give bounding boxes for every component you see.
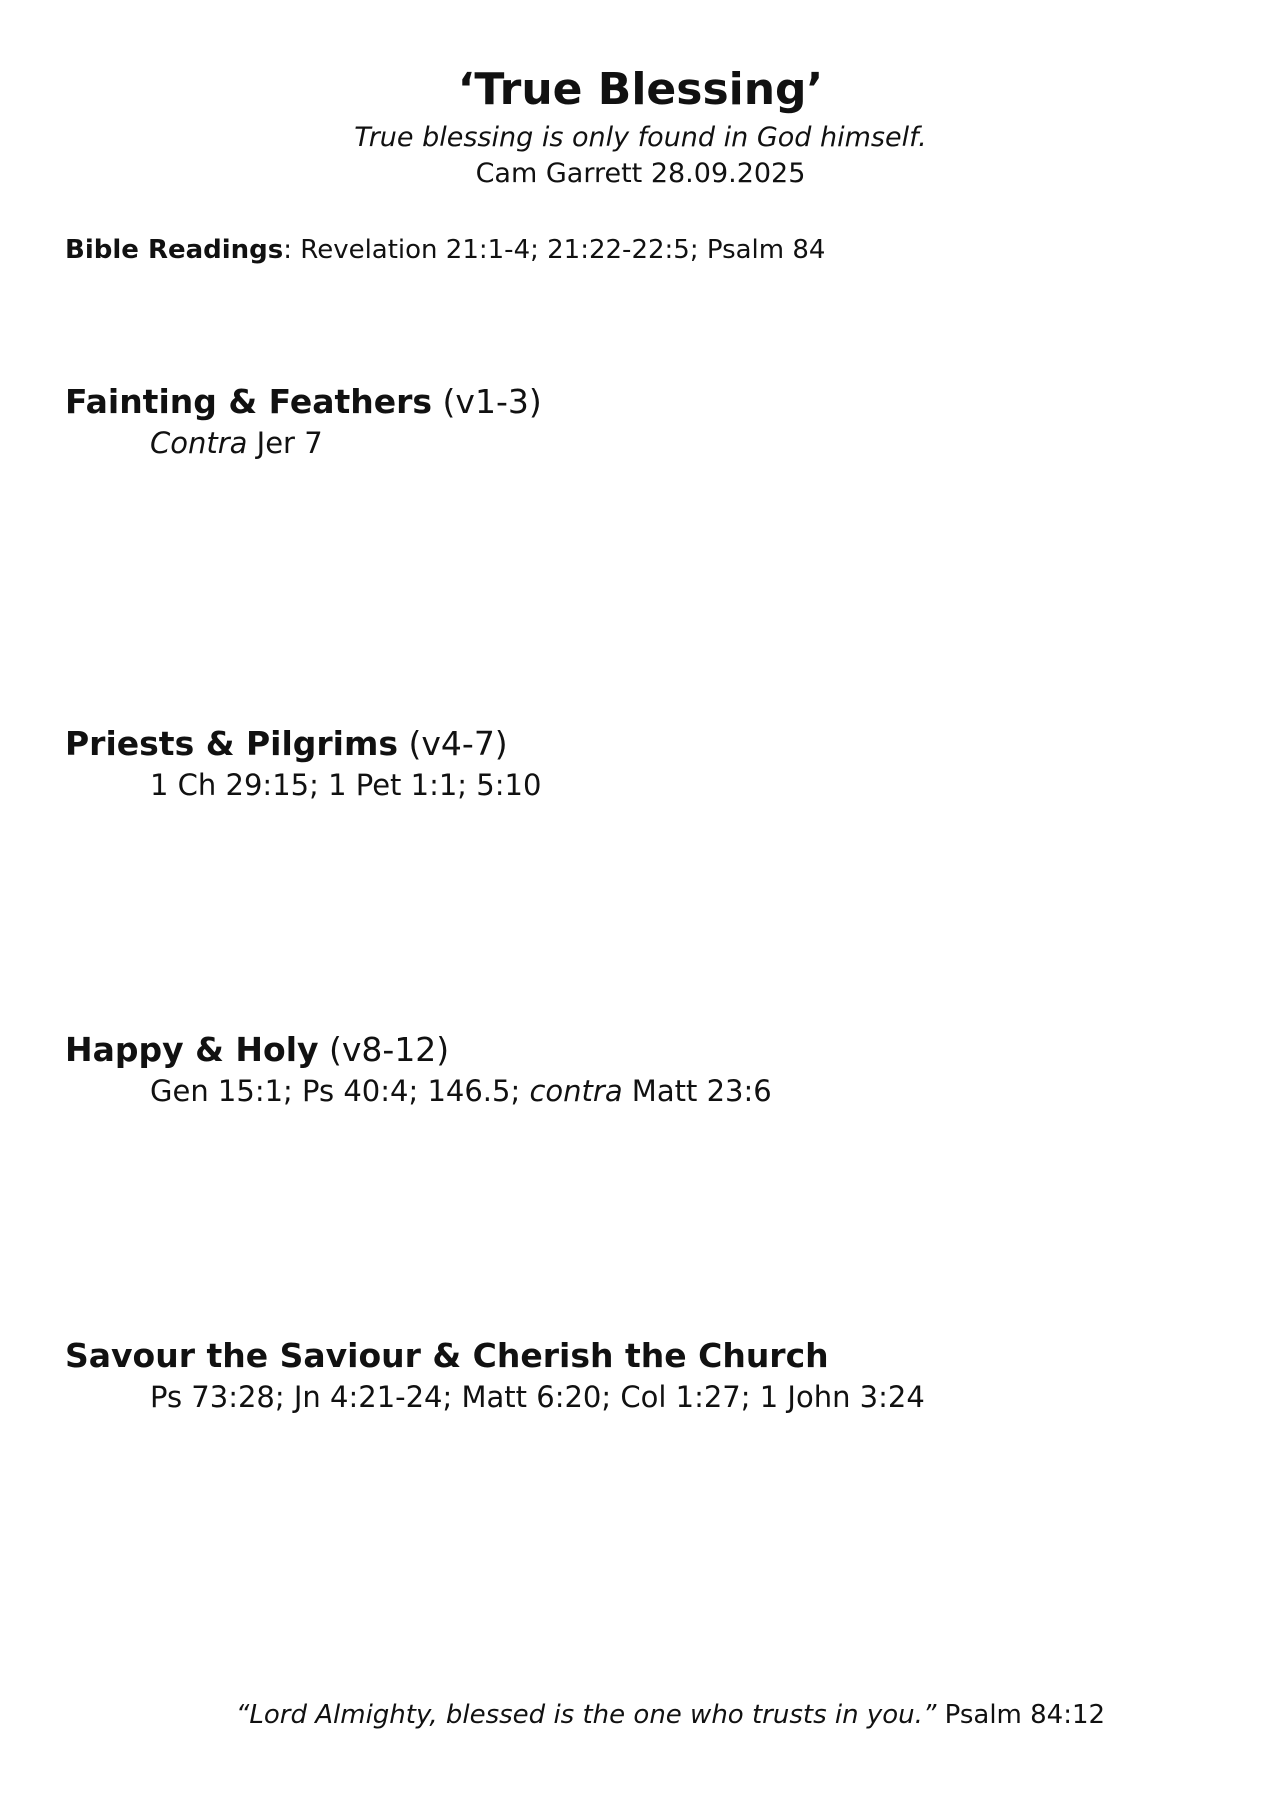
- section-verses: (v4-7): [398, 724, 508, 763]
- reference-text: Gen 15:1; Ps 40:4; 146.5;: [150, 1074, 530, 1108]
- quote-reference: Psalm 84:12: [936, 1700, 1106, 1730]
- section-heading: [65, 723, 541, 765]
- bible-readings-colon: :: [283, 235, 301, 265]
- quote-text: “Lord Almighty, blessed is the one who trusts in you.”: [235, 1700, 937, 1730]
- contra-label: contra: [529, 1074, 623, 1108]
- section-priests-pilgrims: [65, 723, 541, 805]
- section-name: Happy & Holy: [65, 1030, 319, 1069]
- section-heading: [65, 1335, 925, 1377]
- page-subtitle: True blessing is only found in God himself.: [354, 122, 927, 153]
- bible-readings: [65, 232, 825, 268]
- section-references: [150, 1071, 772, 1111]
- section-name: Priests & Pilgrims: [65, 724, 399, 763]
- section-happy-holy: [65, 1029, 772, 1111]
- section-references: [150, 765, 541, 805]
- section-name: Fainting & Feathers: [65, 382, 433, 421]
- reference-text: Jer 7: [247, 426, 323, 460]
- section-verses: (v8-12): [318, 1030, 450, 1069]
- section-heading: [65, 381, 542, 423]
- section-fainting-feathers: [65, 381, 542, 463]
- contra-label: Contra: [150, 426, 248, 460]
- section-heading: [65, 1029, 772, 1071]
- footer-quote: [0, 1697, 1281, 1733]
- reference-text-post: Matt 23:6: [622, 1074, 772, 1108]
- section-references: [150, 1377, 925, 1417]
- section-name: Savour the Saviour & Cherish the Church: [65, 1336, 829, 1375]
- page-title: ‘True Blessing’: [457, 64, 824, 115]
- bible-readings-label: Bible Readings: [65, 235, 284, 265]
- reference-text: 1 Ch 29:15; 1 Pet 1:1; 5:10: [150, 768, 542, 802]
- reference-text: Ps 73:28; Jn 4:21-24; Matt 6:20; Col 1:27; 1 John 3:24: [150, 1380, 925, 1414]
- bible-readings-text: Revelation 21:1-4; 21:22-22:5; Psalm 84: [300, 235, 826, 265]
- section-verses: (v1-3): [432, 382, 542, 421]
- header: [0, 62, 1281, 192]
- speaker-date: Cam Garrett 28.09.2025: [475, 158, 806, 189]
- section-savour-cherish: [65, 1335, 925, 1417]
- section-references: [150, 423, 542, 463]
